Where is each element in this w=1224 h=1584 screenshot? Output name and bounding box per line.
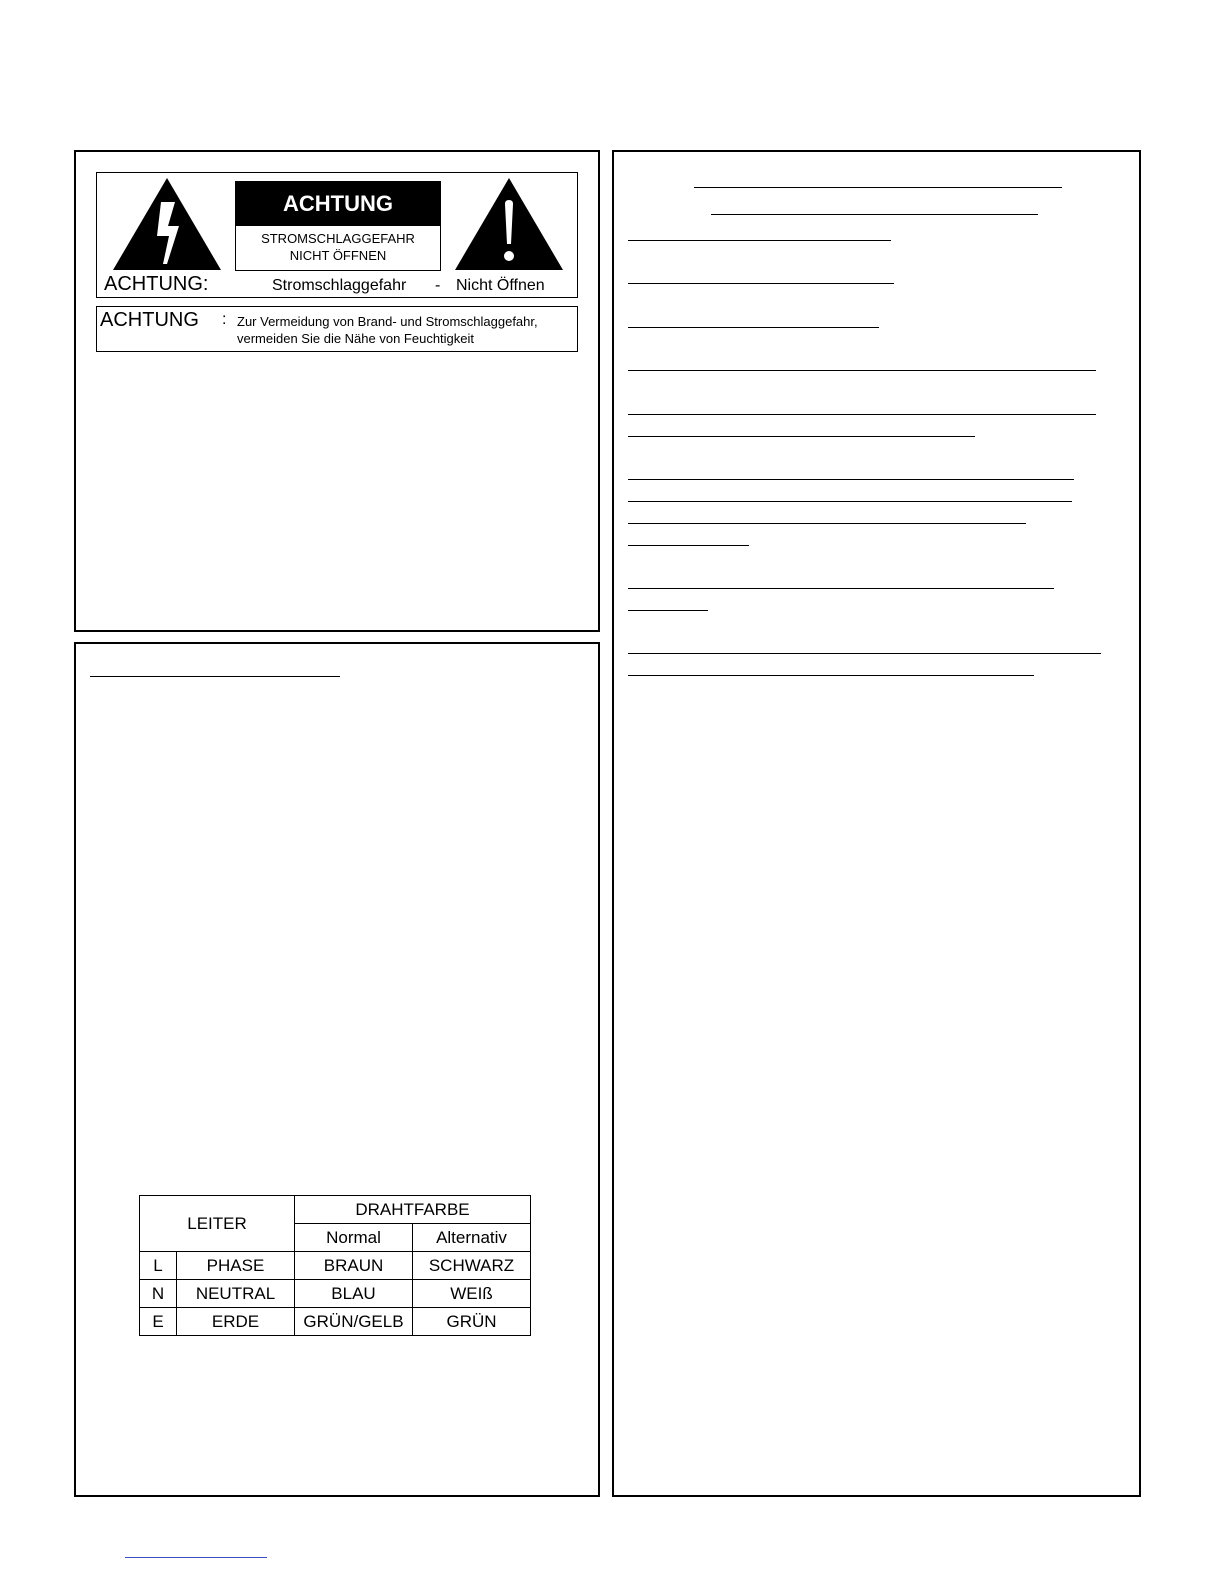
table-row bbox=[140, 1252, 531, 1280]
redacted-title-rule bbox=[694, 187, 1062, 188]
redacted-text-rule bbox=[628, 545, 749, 546]
table-header-row bbox=[140, 1196, 531, 1224]
moisture-warning-text bbox=[237, 313, 538, 347]
header-alternative: Alternativ bbox=[413, 1224, 531, 1252]
caption-achtung: ACHTUNG: bbox=[104, 273, 209, 295]
cell-normal: GRÜN/GELB bbox=[295, 1308, 413, 1336]
redacted-text-rule bbox=[628, 327, 879, 328]
caption-no-open: Nicht Öffnen bbox=[456, 277, 545, 294]
caption-dash: - bbox=[435, 277, 441, 294]
cell-letter: N bbox=[140, 1280, 177, 1308]
moisture-warning-label: ACHTUNG bbox=[100, 309, 199, 331]
cell-letter: E bbox=[140, 1308, 177, 1336]
moisture-warning bbox=[96, 306, 578, 352]
redacted-heading-rule bbox=[90, 676, 340, 677]
achtung-sign-title: ACHTUNG bbox=[236, 182, 440, 226]
cell-alternative: SCHWARZ bbox=[413, 1252, 531, 1280]
table-row bbox=[140, 1308, 531, 1336]
footer-link-underline[interactable] bbox=[125, 1557, 267, 1558]
moisture-warning-line-2: vermeiden Sie die Nähe von Feuchtigkeit bbox=[237, 331, 475, 346]
table-row bbox=[140, 1280, 531, 1308]
wire-color-table bbox=[139, 1195, 531, 1336]
moisture-warning-line-1: Zur Vermeidung von Brand- und Stromschlaggefahr, bbox=[237, 314, 538, 329]
caption-hazard: Stromschlaggefahr bbox=[272, 277, 407, 294]
redacted-text-rule bbox=[628, 610, 708, 611]
achtung-sign bbox=[235, 181, 441, 271]
redacted-text-rule bbox=[628, 283, 894, 284]
cell-name: PHASE bbox=[177, 1252, 295, 1280]
header-conductor: LEITER bbox=[140, 1196, 295, 1252]
redacted-text-rule bbox=[628, 501, 1072, 502]
achtung-sign-line-2: NICHT ÖFFNEN bbox=[289, 248, 387, 263]
safety-instructions-panel bbox=[612, 150, 1141, 1497]
warning-panel bbox=[74, 150, 600, 632]
achtung-sign-line-1: STROMSCHLAGGEFAHR bbox=[261, 231, 415, 246]
cell-normal: BLAU bbox=[295, 1280, 413, 1308]
redacted-text-rule bbox=[628, 240, 891, 241]
redacted-text-rule bbox=[628, 436, 975, 437]
exclamation-warning-icon bbox=[453, 176, 565, 272]
cell-name: ERDE bbox=[177, 1308, 295, 1336]
cell-alternative: GRÜN bbox=[413, 1308, 531, 1336]
redacted-text-rule bbox=[628, 653, 1101, 654]
cell-normal: BRAUN bbox=[295, 1252, 413, 1280]
header-normal: Normal bbox=[295, 1224, 413, 1252]
cell-alternative: WEIß bbox=[413, 1280, 531, 1308]
cell-name: NEUTRAL bbox=[177, 1280, 295, 1308]
moisture-warning-colon: : bbox=[222, 311, 227, 328]
redacted-text-rule bbox=[628, 414, 1096, 415]
redacted-title-rule bbox=[711, 214, 1038, 215]
redacted-text-rule bbox=[628, 479, 1074, 480]
redacted-text-rule bbox=[628, 675, 1034, 676]
mains-connection-panel bbox=[74, 642, 600, 1497]
redacted-text-rule bbox=[628, 370, 1096, 371]
cell-letter: L bbox=[140, 1252, 177, 1280]
lightning-warning-icon bbox=[111, 176, 223, 272]
header-wire-color: DRAHTFARBE bbox=[295, 1196, 531, 1224]
redacted-text-rule bbox=[628, 523, 1026, 524]
electric-shock-warning-label bbox=[96, 172, 578, 298]
redacted-text-rule bbox=[628, 588, 1054, 589]
